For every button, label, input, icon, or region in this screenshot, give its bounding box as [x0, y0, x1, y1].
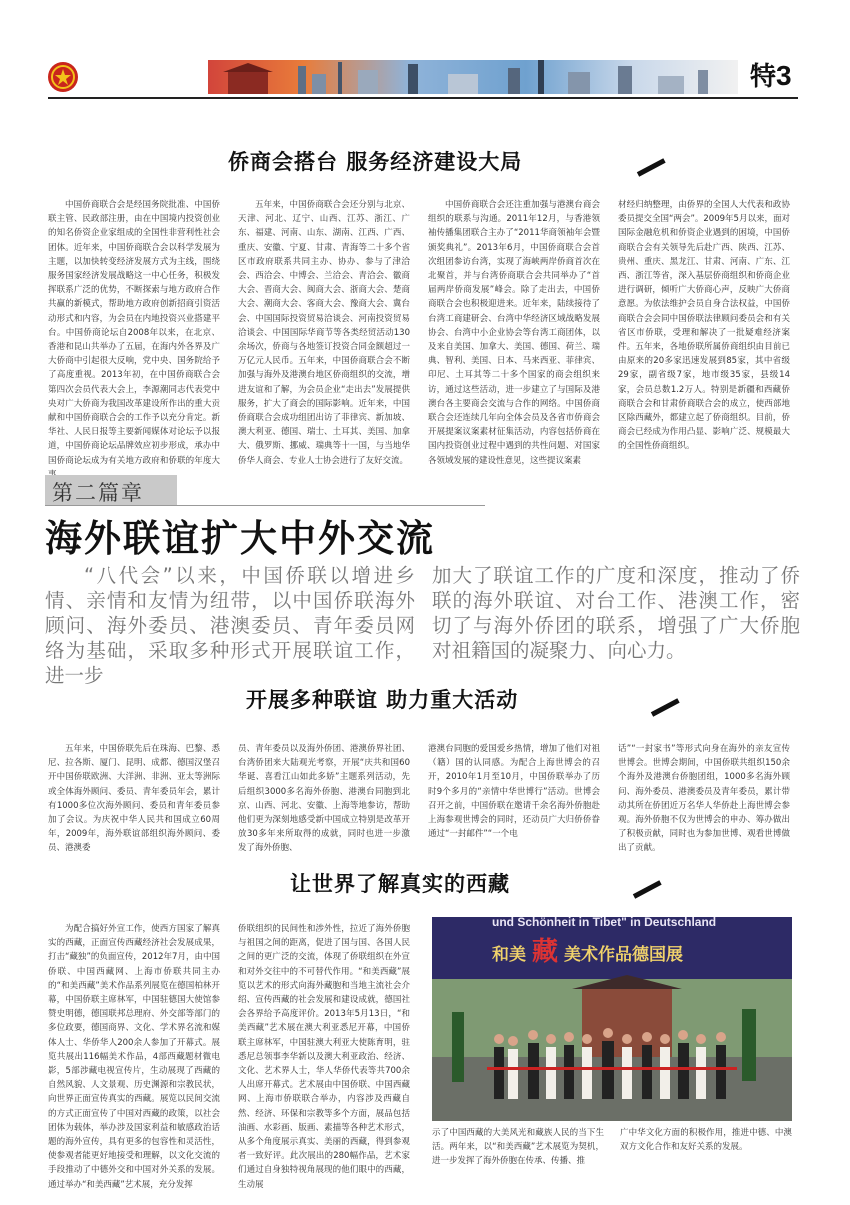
photo-banner-title-char: 藏 — [532, 937, 559, 967]
section3-col2-text: 侨联组织的民间性和涉外性，拉近了海外侨胞与祖国之间的距离，促进了国与国、各国人民之间的更广泛的交流，体现了侨联组织在外宣和对外交往中的不可替代作用。“和美西藏”展览以艺术的形式向海外藏胞和当地主流社会介绍、宣传西藏的社会发展和建设成就，德国社会各界给予高度评价。2013年5月13日，“和美西藏”艺术展在澳大利亚悉尼开幕，中国侨联主席林军，中国驻澳大利亚大使陈育明，驻悉尼总领事李华新以及澳大利亚政治、经济、文化、艺术界人士，华人华侨代表等共700余人出席开幕式。艺术展由中国侨联、中国西藏网、上海市侨联联合举办，内容涉及西藏自然、经济、环保和宗教等多个方面，展品包括油画、水彩画、版画、素描等各种艺术形式，从多个角度展示真实、美丽的西藏，得到参观者一致好评。此次展出的280幅作品，艺术家们通过自身独特视角展现的他们眼中的西藏，生动展 — [238, 924, 410, 1190]
section2-col1 — [48, 742, 220, 854]
chapter-label: 第二篇章 — [52, 481, 144, 505]
section3-caption-right-text: 广中华文化方面的积极作用，推进中德、中澳双方文化合作和友好关系的发展。 — [620, 1128, 792, 1153]
section-char: 特 — [750, 62, 777, 92]
section2-col4-text: 话”“一封家书”等形式向身在海外的亲友宣传世博会。世博会期间，中国侨联共组织150余个海外及港澳台侨胞团组，1000多名海外顾问、海外委员、港澳委员及青年委员，累计带动其所在侨团近万名华人华侨赴上海世博会参观。海外侨胞不仅为世博会的申办、筹办做出了积极贡献，同时也为参加世博、观看世博做出了贡献。 — [618, 744, 790, 854]
section1-col3 — [428, 198, 600, 466]
chapter-lead-left: “八代会”以来，中国侨联以增进乡情、亲情和友情为纽带，以中国侨联海外顾问、海外委员、港澳委员、青年委员网络为基础，采取多种形式开展联谊工作，进一步 — [45, 564, 415, 687]
section2-title: 开展多种联谊 助力重大活动 — [246, 688, 519, 712]
section1-col1-text: 中国侨商联合会是经国务院批准、中国侨联主管、民政部注册，由在中国境内投资创业的知名侨资企业家组成的全国性非营利性社会团体。近年来，中国侨商联合会以科学发展为主题，以加快转变经济发展方式为主线，围绕服务国家经济发展战略这一中心任务，积极发挥联系广泛的优势，不断探索与地方政府合作共赢的新模式，帮助地方政府创新招商引资活动形式和内容，为会员在内地投资兴业搭建平台。中国侨商论坛自2008年以来，在北京、香港和昆山共举办了五届，在海内外各界及广大侨商中引起很大反响，党中央、国务院给予了高度重视。2013年初，在中国侨商联合会第四次会员代表大会上，李源潮同志代表党中央对广大侨商为我国改革建设所作出的重大贡献和中国侨商联合会的工作予以充分肯定。新华社、人民日报等主要新闻媒体对论坛予以报道，中国侨商论坛品牌效应初步形成，承办中国侨商论坛成为有关地方政府和侨联的年度大 — [48, 200, 220, 466]
section1-col3-text: 中国侨商联合会还注重加强与港澳台商会组织的联系与沟通。2011年12月，与香港领袖传播集团联合主办了“2011华商领袖年会暨颁奖典礼”。2013年6月，中国侨商联合会首次组团参访台湾，实现了海峡两岸侨商首次在北聚首，并与台湾侨商联合会共同举办了“首届两岸侨商发展”峰会。除了走出去，中国侨商联合会也积极迎进来。近年来，陆续接待了台湾工商建研会、台湾中华经济区域战略发展协会、台湾中小企业协会等台湾工商团体，以及来自美国、加拿大、美国、德国、荷兰、瑞典、智利、美国、日本、马来西亚、菲律宾、印尼、土耳其等二十多个国家的商会组织来访，通过这些活动，进一步建立了与国际及港澳台各主要商会交流与合作的网络。中国侨商联合会还连续几年向全体会员及各省市侨商会开展提案议案素材征集活动，内容包括侨商在国内投资创业过程中遇到的共性问题、对国家各领域发展的建设性意见，这些提议案素 — [428, 200, 600, 466]
photo-banner-subtitle: und Schönheit in Tibet" in Deutschland — [492, 915, 717, 929]
section1-col4-text: 材经归纳整理，由侨界的全国人大代表和政协委员提交全国“两会”。2009年5月以来，面对国际金融危机和侨资企业遇到的困境，中国侨商联合会有关领导先后赴广西、陕西、江苏、贵州、重庆、黑龙江、甘肃、河南、广东、江西、浙江等省，深入基层侨商组织和侨商企业进行调研，倾听广大侨商心声，反映广大侨商意愿。为依法维护会员自身合法权益，中国侨商联合会会同中国侨联法律顾问委员会和有关省区市侨联，受理和解决了一批疑难经济案件。五年来，各地侨联所属侨商组织由目前已由原来的20多家迅速发展到85家，其中省级29家，副省级7家，地市级35家，县级14家，会员总数1.2万人。特别是新疆和西藏侨商联合会和甘肃侨商联合会的成立，使西部地区除西藏外，都建立起了侨商组织。目前，侨商会已经成为作用凸显、影响广泛、规模最大的全国性侨商组织。 — [618, 200, 790, 452]
exhibition-photo — [432, 917, 792, 1121]
section3-caption-right — [620, 1126, 792, 1172]
section2-col3-text: 港澳台同胞的爱国爱乡热情，增加了他们对祖（籍）国的认同感。为配合上海世博会的召开，2010年1月至10月，中国侨联举办了历时9个多月的“亲情中华世博行”活动。世博会召开之前，中国侨联在邀请千余名海外侨胞赴上海参观世博会的同时，还动员广大归侨侨眷通过“一封邮件”“一个电 — [428, 744, 600, 840]
chapter-title: 海外联谊扩大中外交流 — [45, 516, 435, 560]
header-rule — [48, 97, 798, 99]
emblem-icon — [48, 62, 78, 92]
chapter-rule — [45, 505, 485, 506]
section2-col3 — [428, 742, 600, 842]
section2-col1-text: 五年来，中国侨联先后在珠海、巴黎、悉尼、拉各斯、厦门、昆明、成都、德国汉堡召开中国侨联欧洲、大洋洲、非洲、亚太等洲际或全体海外顾问、委员、青年委员年会，累计有1000多位次海外顾问、委员和青年委员参加了会议。为庆祝中华人民共和国成立60周年，2009年，海外联谊部组织海外顾问、委员、港澳委 — [48, 744, 220, 854]
section3-col2 — [238, 922, 410, 1190]
section1-slash — [637, 158, 666, 176]
page-section-label — [750, 60, 792, 93]
photo-banner-title-b: 美术作品德国展 — [564, 945, 684, 965]
section3-caption-left-text: 示了中国西藏的大美风光和藏族人民的当下生活。两年来，以“和美西藏”艺术展览为契机，进一步发挥了海外侨胞在传承、传播、推 — [432, 1128, 604, 1167]
section1-col4 — [618, 198, 790, 452]
section2-col2 — [238, 742, 410, 854]
section2-col4 — [618, 742, 790, 854]
section1-title: 侨商会搭台 服务经济建设大局 — [228, 150, 523, 174]
chapter-lead-right: 加大了联谊工作的广度和深度，推动了侨联的海外联谊、对台工作、港澳工作，密切了与海外侨团的联系，增强了广大侨胞对祖籍国的凝聚力、向心力。 — [432, 564, 800, 662]
section3-col1 — [48, 922, 220, 1190]
photo-banner-title — [492, 931, 683, 968]
section3-title: 让世界了解真实的西藏 — [290, 872, 510, 896]
section2-col2-text: 员、青年委员以及海外侨团、港澳侨界社团、台湾侨团来大陆观光考察，开展“庆共和国60华诞、喜看江山如此多娇”主题系列活动，先后组织3000多名海外侨胞、港澳台同胞到北京、山西、河北、安徽、上海等地参访，帮助他们更为深刻地感受新中国成立特别是改革开放30多年来所取得的成就，同时也进一步激发了海外侨胞、 — [238, 744, 410, 854]
section3-col1-text: 为配合搞好外宣工作，使西方国家了解真实的西藏，正面宣传西藏经济社会发展成果，打击“藏独”的负面宣传，2012年7月，由中国侨联、中国西藏网、上海市侨联共同主办的“和美西藏”美术作品系列展览在德国柏林开幕，中国侨联主席林军，中国驻德国大使馆参赞史明德，德国联邦总理府、外交部等部门的多位政要，德国商界、文化、学术界名流和媒体人士、华侨华人200余人参加了开幕式。展览共展出116幅美术作品，4部西藏题材微电影，5部涉藏电视宣传片，生动展现了西藏的自然风貌、人文景观、历史渊源和宗教民状，向世界正面宣传真实的西藏。展览以民间交流的方式正面宣传了中国对西藏的政策，以社会团体为载体，举办涉及国家利益和敏感政治话题的海外宣传，具有更多的包容性和灵活性，使参观者能更好地接受和理解，以文化交流的手段推动了中德外交和中国对外关系的发展。通过举办“和美西藏”艺术展，充分发挥 — [48, 924, 220, 1190]
page-number: 3 — [776, 60, 792, 91]
section2-slash — [651, 698, 680, 716]
header-banner — [208, 60, 738, 94]
section3-caption-left — [432, 1126, 604, 1172]
section1-col1 — [48, 198, 220, 466]
section3-slash — [633, 880, 662, 898]
photo-banner-title-a: 和美 — [492, 945, 526, 965]
section1-col2 — [238, 198, 410, 466]
section1-col2-text: 五年来，中国侨商联合会还分别与北京、天津、河北、辽宁、山西、江苏、浙江、广东、福建、河南、山东、湖南、江西、广西、重庆、安徽、宁夏、甘肃、青海等二十多个省区市政府联系共同主办、协办、参与了津洽会、西洽会、中博会、兰洽会、青洽会、徽商大会、晋商大会、闽商大会、浙商大会、楚商大会、潮商大会、客商大会、豫商大会、冀台会、中国国际投资贸易洽谈会、河南投资贸易洽谈会、中国国际华商节等各类经贸活动130余场次，侨商与各地签订投资合同金额超过一万亿元人民币。五年来，中国侨商联合会不断加强与海外及港澳台地区侨商组织的交流，增进友谊和了解，为会员企业“走出去”发展提供服务，扩大了商会的国际影响。近年来，中国侨商联合会成功组团出访了菲律宾、新加坡、澳大利亚、德国、瑞士、土耳其、美国、加拿大、俄罗斯、挪威、瑞典等十一国，与当地华侨华人商会、专业人士协会进行了友好交流。 — [238, 200, 410, 466]
